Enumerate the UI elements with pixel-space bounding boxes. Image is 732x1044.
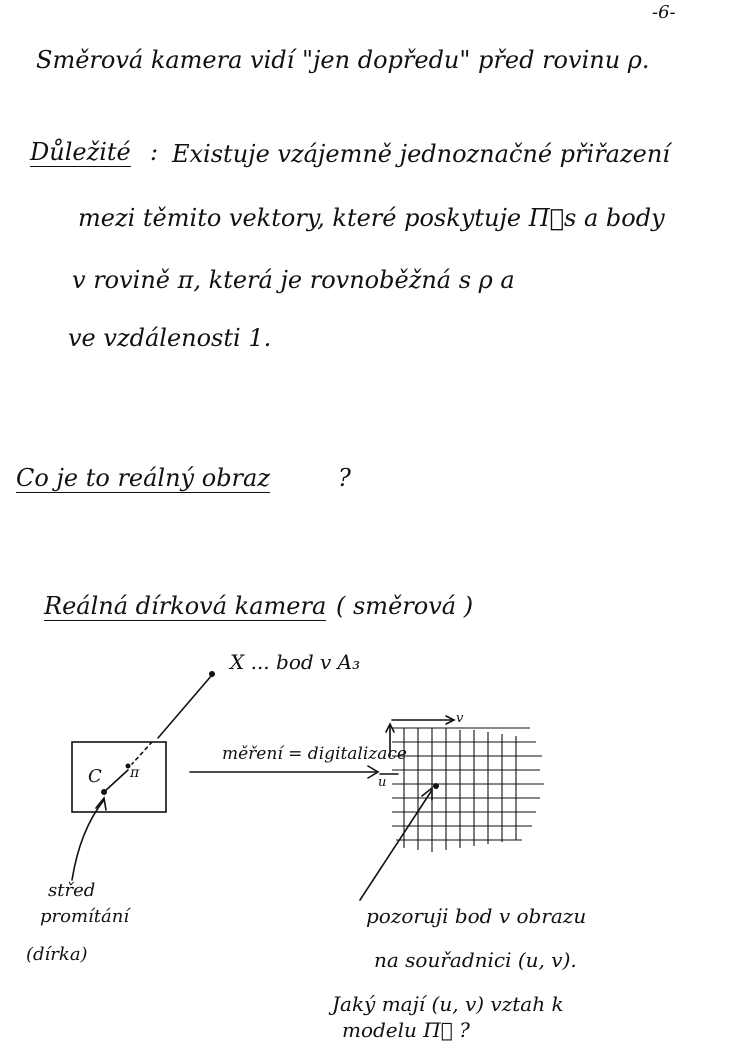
relation-line-1: Jaký mají (u, v) vztah k	[332, 992, 564, 1016]
pixel-arrow	[360, 790, 432, 900]
ray-line	[158, 675, 212, 738]
ray-dotted	[132, 742, 152, 764]
section-title: Reálná dírková kamera	[44, 592, 327, 620]
camera-center-dot	[101, 789, 107, 795]
mereni-label: měření = digitalizace	[222, 744, 407, 764]
ray-inner	[104, 770, 128, 792]
text-line-1: Směrová kamera vidí "jen dopředu" před rovinu ρ.	[36, 46, 650, 74]
dulezite-line-1: Existuje vzájemně jednoznačné přiřazení	[172, 140, 670, 168]
camera-center-label: C	[88, 766, 102, 787]
image-plane-label: π	[130, 765, 140, 781]
pixel-grid	[392, 728, 544, 852]
dulezite-line-3: v rovině π, která je rovnoběžná s ρ a	[72, 266, 515, 294]
question-label: Co je to reálný obraz	[16, 464, 270, 492]
point-x-dot	[209, 671, 215, 677]
page-number: -6-	[652, 2, 676, 23]
observe-line-2: na souřadnici (u, v).	[374, 948, 577, 972]
observe-line-1: pozoruji bod v obrazu	[366, 904, 587, 928]
dulezite-line-2: mezi těmito vektory, které poskytuje Π⃗s a body	[78, 204, 665, 232]
question-mark: ?	[338, 464, 351, 492]
dulezite-label: Důležité	[30, 138, 131, 166]
dulezite-line-4: ve vzdálenosti 1.	[68, 324, 272, 352]
u-axis-label: u	[378, 775, 387, 790]
v-axis-label: v	[456, 711, 464, 726]
center-label-line-3: (dírka)	[26, 944, 88, 965]
center-label-line-2: promítání	[40, 906, 130, 927]
section-subtitle: ( směrová )	[336, 592, 474, 620]
dulezite-colon: :	[150, 138, 159, 166]
camera-box	[72, 742, 166, 812]
relation-line-2: modelu Π⃗ ?	[342, 1018, 470, 1042]
center-label-line-1: střed	[48, 880, 96, 901]
point-x-label: X ... bod v A₃	[230, 650, 361, 674]
pixel-dot	[433, 783, 439, 789]
